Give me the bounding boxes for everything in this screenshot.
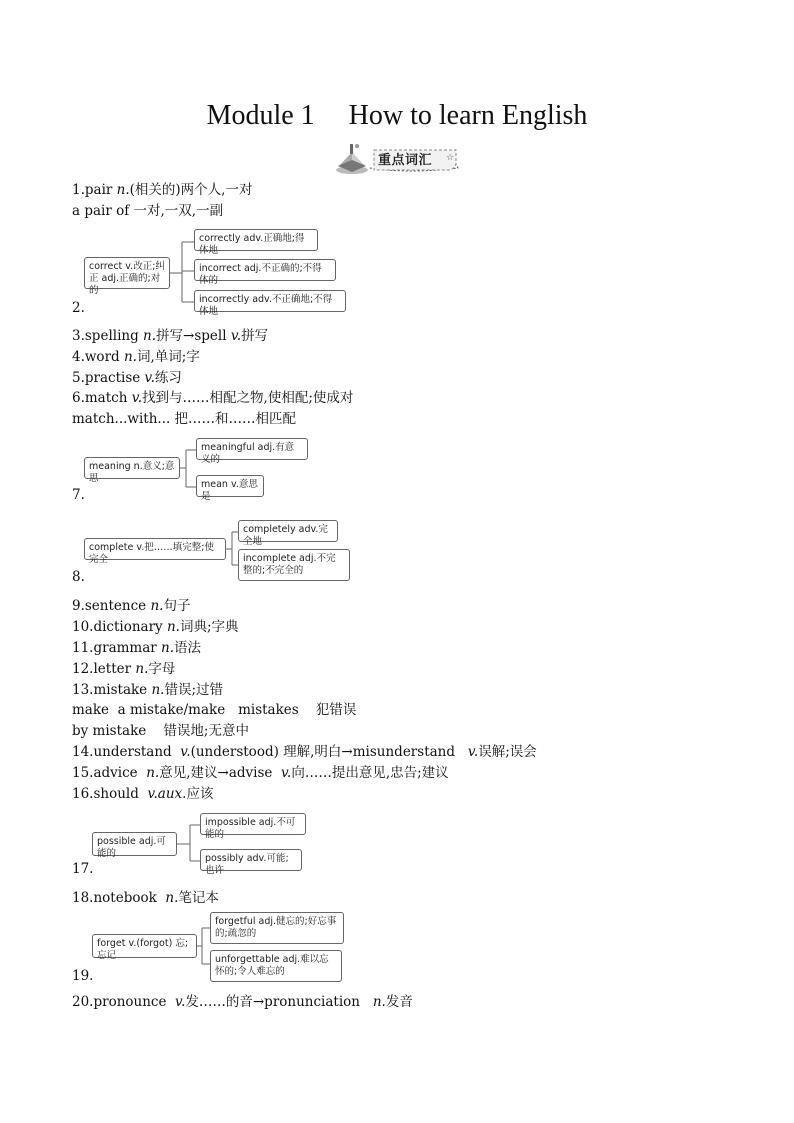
entry-6: 6.match v.找到与……相配之物,使相配;使成对 bbox=[72, 390, 354, 406]
entry-2-number: 2. bbox=[72, 300, 85, 316]
entry-19-number: 19. bbox=[72, 968, 94, 984]
diagram-2-root: correct v.改正;纠正 adj.正确的;对的 bbox=[84, 257, 170, 289]
entry-14: 14.understand v.(understood) 理解,明白→misunderstand v.误解;误会 bbox=[72, 744, 537, 760]
diagram-7-root: meaning n.意义;意思 bbox=[84, 457, 180, 479]
diagram-8-child-1: completely adv.完全地 bbox=[238, 520, 338, 542]
diagram-19-child-1: forgetful adj.健忘的;好忘事的;疏忽的 bbox=[210, 912, 344, 944]
diagram-2-child-1: correctly adv.正确地;得体地 bbox=[194, 229, 318, 251]
entry-18: 18.notebook n.笔记本 bbox=[72, 890, 219, 906]
diagram-19-child-2: unforgettable adj.难以忘怀的;令人难忘的 bbox=[210, 950, 342, 982]
entry-20: 20.pronounce v.发……的音→pronunciation n.发音 bbox=[72, 994, 413, 1010]
diagram-2-child-2: incorrect adj.不正确的;不得体的 bbox=[194, 259, 336, 281]
title-module: Module 1 bbox=[206, 100, 315, 131]
entry-17-number: 17. bbox=[72, 861, 94, 877]
entry-15: 15.advice n.意见,建议→advise v.向……提出意见,忠告;建议 bbox=[72, 765, 449, 781]
diagram-17-child-1: impossible adj.不可能的 bbox=[200, 813, 306, 835]
entry-7-number: 7. bbox=[72, 487, 85, 503]
entry-8-number: 8. bbox=[72, 569, 85, 585]
entry-9: 9.sentence n.句子 bbox=[72, 598, 191, 614]
title-topic: How to learn English bbox=[348, 100, 588, 131]
entry-12: 12.letter n.字母 bbox=[72, 661, 176, 677]
diagram-19-root: forget v.(forgot) 忘;忘记 bbox=[92, 934, 197, 958]
entry-1: 1.pair n.(相关的)两个人,一对 bbox=[72, 182, 253, 198]
diagram-2-child-3: incorrectly adv.不正确地;不得体地 bbox=[194, 290, 346, 312]
entry-13-phrase-1: make a mistake/make mistakes 犯错误 bbox=[72, 702, 357, 718]
diagram-8-child-2: incomplete adj.不完整的;不完全的 bbox=[238, 549, 350, 581]
entry-13: 13.mistake n.错误;过错 bbox=[72, 682, 224, 698]
entry-11: 11.grammar n.语法 bbox=[72, 640, 202, 656]
entry-5: 5.practise v.练习 bbox=[72, 370, 182, 386]
entry-1-phrase: a pair of 一对,一双,一副 bbox=[72, 203, 224, 219]
diagram-17-child-2: possibly adv.可能;也许 bbox=[200, 849, 302, 871]
banner-label: 重点词汇 bbox=[378, 153, 433, 168]
entry-13-phrase-2: by mistake 错误地;无意中 bbox=[72, 723, 249, 739]
diagram-8-root: complete v.把……填完整;使完全 bbox=[84, 538, 226, 560]
svg-text:☆: ☆ bbox=[446, 153, 455, 163]
diagram-7-child-2: mean v.意思是 bbox=[196, 475, 264, 497]
entry-4: 4.word n.词,单词;字 bbox=[72, 349, 200, 365]
diagram-7-child-1: meaningful adj.有意义的 bbox=[196, 438, 308, 460]
entry-16: 16.should v.aux.应该 bbox=[72, 786, 214, 802]
diagram-17-root: possible adj.可能的 bbox=[92, 832, 177, 856]
entry-6-phrase: match...with... 把……和……相匹配 bbox=[72, 411, 297, 427]
entry-10: 10.dictionary n.词典;字典 bbox=[72, 619, 239, 635]
entry-3: 3.spelling n.拼写→spell v.拼写 bbox=[72, 328, 269, 344]
